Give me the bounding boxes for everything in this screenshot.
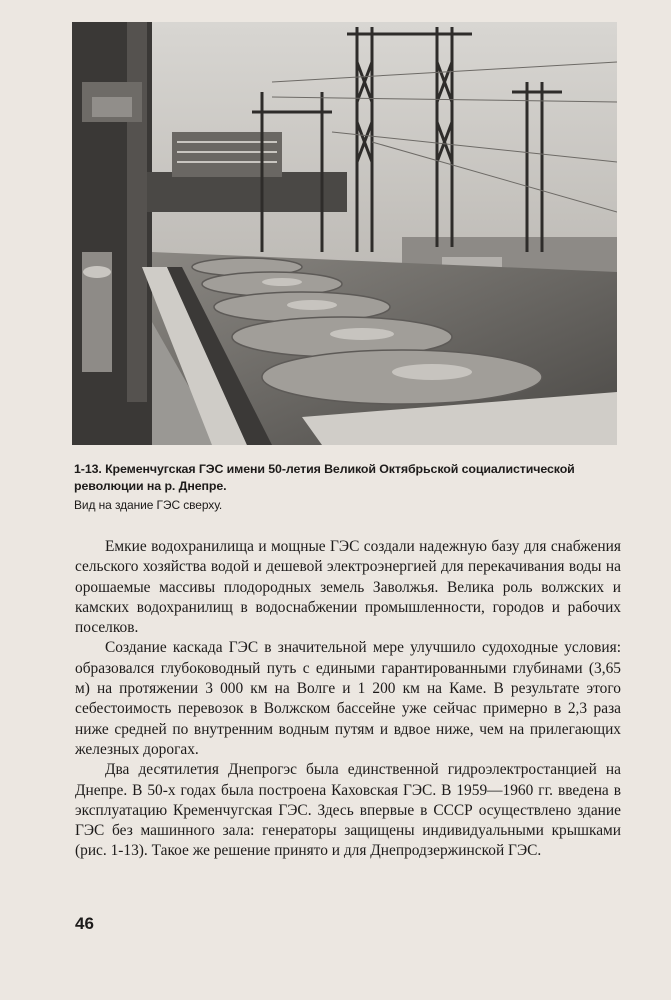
caption-subtitle: Вид на здание ГЭС сверху. <box>74 498 223 512</box>
hydro-power-station-photo <box>72 22 617 445</box>
page-number: 46 <box>75 914 94 933</box>
body-text <box>75 537 621 862</box>
paragraph-3: Два десятилетия Днепрогэс была единственной гидроэлектростанцией на Днепре. В 50-х годах была построена Каховская ГЭС. В 1959—1960 гг. введена в эксплуатацию Кременчугская ГЭС. Здесь впервые в СССР осуществлено здание ГЭС без машинного зала: генераторы защищены индивидуальными крышками (рис. 1-13). Такое же решение принято и для Днепродзержинской ГЭС. <box>75 761 621 860</box>
figure-caption <box>74 461 622 514</box>
paragraph-1: Емкие водохранилища и мощные ГЭС создали надежную базу для снабжения сельского хозяйства водой и дешевой электроэнергией для перекачивания воды на орошаемые массивы плодородных земель Заволжья. Велика роль волжских и камских водохранилищ в водоснабжении промышленности, городов и рабочих поселков. <box>75 538 621 637</box>
paragraph-2: Создание каскада ГЭС в значительной мере улучшило судоходные условия: образовался глубоководный путь с едиными гарантированными глубинами (3,65 м) на протяжении 3 000 км на Волге и 1 200 км на Каме. В результате этого себестоимость перевозок в Волжском бассейне уже сейчас примерно в 2,3 раза ниже средней по внутренним водным путям и вдвое ниже, чем на прилегающих железных дорогах. <box>75 639 621 758</box>
caption-title: 1-13. Кременчугская ГЭС имени 50-летия Великой Октябрьской социалистической революции на р. Днепре. <box>74 462 575 493</box>
